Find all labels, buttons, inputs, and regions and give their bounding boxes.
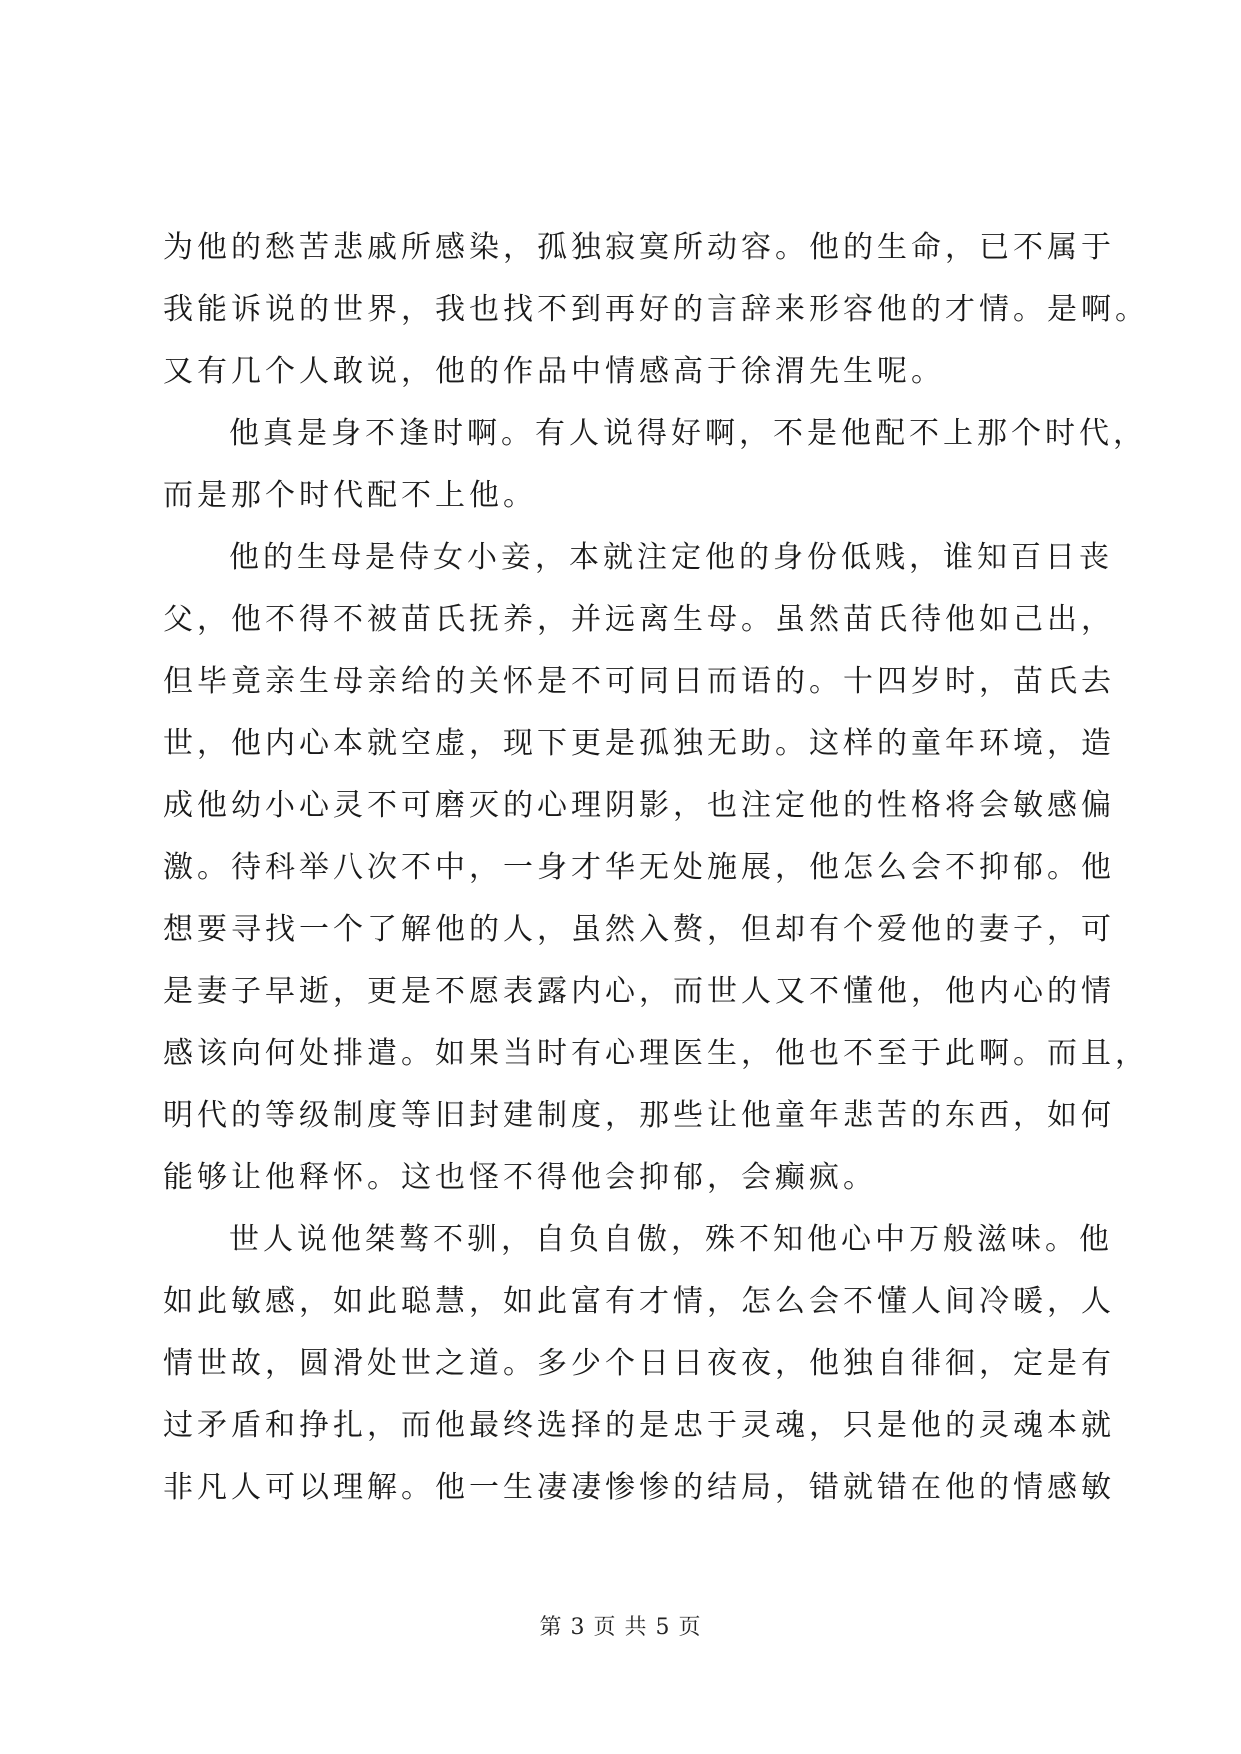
text-line: 激。待科举八次不中，一身才华无处施展，他怎么会不抑郁。他 <box>163 850 1115 885</box>
text-line: 是妻子早逝，更是不愿表露内心，而世人又不懂他，他内心的情 <box>163 974 1115 1009</box>
paragraph <box>163 1222 1115 1532</box>
text-line: 成他幼小心灵不可磨灭的心理阴影，也注定他的性格将会敏感偏 <box>163 788 1115 823</box>
text-line: 非凡人可以理解。他一生凄凄惨惨的结局，错就错在他的情感敏 <box>163 1470 1115 1505</box>
text-line: 情世故，圆滑处世之道。多少个日日夜夜，他独自徘徊，定是有 <box>163 1346 1115 1381</box>
text-line: 世，他内心本就空虚，现下更是孤独无助。这样的童年环境，造 <box>163 726 1115 761</box>
text-line: 但毕竟亲生母亲给的关怀是不可同日而语的。十四岁时，苗氏去 <box>163 664 1115 699</box>
text-line: 能够让他释怀。这也怪不得他会抑郁，会癫疯。 <box>163 1160 877 1195</box>
paragraph <box>163 540 1149 1222</box>
text-line: 父，他不得不被苗氏抚养，并远离生母。虽然苗氏待他如己出， <box>163 602 1115 637</box>
text-line: 世人说他桀骜不驯，自负自傲，殊不知他心中万般滋味。他 <box>229 1222 1113 1257</box>
text-line: 又有几个人敢说，他的作品中情感高于徐渭先生呢。 <box>163 354 945 389</box>
text-line: 明代的等级制度等旧封建制度，那些让他童年悲苦的东西，如何 <box>163 1098 1115 1133</box>
text-line: 我能诉说的世界，我也找不到再好的言辞来形容他的才情。是啊。 <box>163 292 1149 327</box>
text-line: 他的生母是侍女小妾，本就注定他的身份低贱，谁知百日丧 <box>229 540 1113 575</box>
text-line: 想要寻找一个了解他的人，虽然入赘，但却有个爱他的妻子，可 <box>163 912 1115 947</box>
text-line: 如此敏感，如此聪慧，如此富有才情，怎么会不懂人间冷暖，人 <box>163 1284 1115 1319</box>
text-line: 为他的愁苦悲戚所感染，孤独寂寞所动容。他的生命，已不属于 <box>163 230 1115 265</box>
page-footer: 第 3 页 共 5 页 <box>539 1615 702 1640</box>
paragraph <box>163 416 1147 540</box>
paragraph <box>163 230 1149 416</box>
text-line: 而是那个时代配不上他。 <box>163 478 537 513</box>
body-text <box>163 230 1149 1532</box>
text-line: 感该向何处排遣。如果当时有心理医生，他也不至于此啊。而且， <box>163 1036 1149 1071</box>
text-line: 过矛盾和挣扎，而他最终选择的是忠于灵魂，只是他的灵魂本就 <box>163 1408 1115 1443</box>
text-line: 他真是身不逢时啊。有人说得好啊，不是他配不上那个时代， <box>229 416 1147 451</box>
